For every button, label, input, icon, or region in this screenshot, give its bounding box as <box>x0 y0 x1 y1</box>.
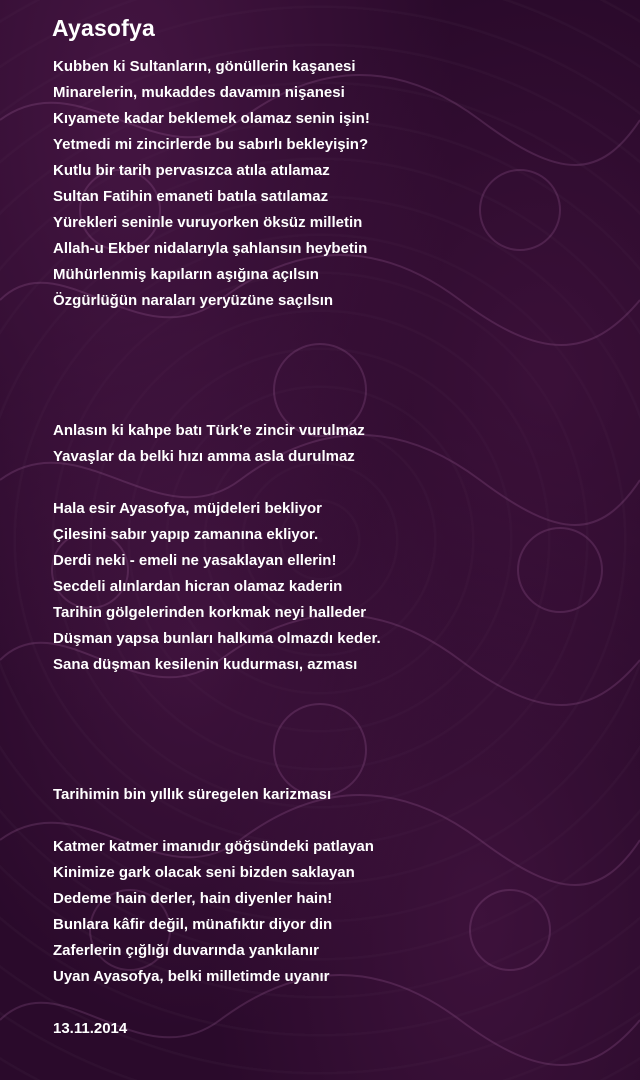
stanza-spacer <box>53 808 613 834</box>
poem-line: Allah-u Ekber nidalarıyla şahlansın heybetin <box>53 240 368 257</box>
poem-line: Yürekleri seninle vuruyorken öksüz milletin <box>53 214 363 231</box>
poem-line: Mühürlenmiş kapıların aşığına açılsın <box>53 266 319 283</box>
poem-line: Kıyamete kadar beklemek olamaz senin işin! <box>53 110 370 127</box>
poem-container <box>53 14 613 1042</box>
stanza-3 <box>53 496 613 678</box>
poem-line: Tarihimin bin yıllık süregelen karizması <box>53 786 332 803</box>
poem-line: Sana düşman kesilenin kudurması, azması <box>53 656 358 673</box>
poem-line: Bunlara kâfir değil, münafıktır diyor din <box>53 916 333 933</box>
stanza-spacer <box>53 470 613 496</box>
stanza-1 <box>53 54 613 314</box>
poem-line: Dedeme hain derler, hain diyenler hain! <box>53 890 333 907</box>
stanza-spacer <box>53 314 613 418</box>
poem-line: Sultan Fatihin emaneti batıla satılamaz <box>53 188 329 205</box>
poem-date: 13.11.2014 <box>53 1020 128 1037</box>
poem-line: Hala esir Ayasofya, müjdeleri bekliyor <box>53 500 323 517</box>
stanza-2 <box>53 418 613 470</box>
poem-line: Düşman yapsa bunları halkıma olmazdı keder. <box>53 630 381 647</box>
poem-line: Özgürlüğün naraları yeryüzüne saçılsın <box>53 292 334 309</box>
poem-line: Kubben ki Sultanların, gönüllerin kaşanesi <box>53 58 356 75</box>
poem-line: Zaferlerin çığlığı duvarında yankılanır <box>53 942 319 959</box>
stanza-5 <box>53 834 613 990</box>
poem-line: Tarihin gölgelerinden korkmak neyi halleder <box>53 604 367 621</box>
stanza-spacer <box>53 990 613 1016</box>
poem-line: Yetmedi mi zincirlerde bu sabırlı bekleyişin? <box>53 136 369 153</box>
stanza-4 <box>53 782 613 808</box>
poem-line: Kutlu bir tarih pervasızca atıla atılamaz <box>53 162 330 179</box>
poem-line: Secdeli alınlardan hicran olamaz kaderin <box>53 578 343 595</box>
poem-line: Derdi neki - emeli ne yasaklayan ellerin! <box>53 552 337 569</box>
stanza-spacer <box>53 678 613 782</box>
poem-line: Minarelerin, mukaddes davamın nişanesi <box>53 84 345 101</box>
poem-line: Kinimize gark olacak seni bizden saklayan <box>53 864 355 881</box>
poem-line: Uyan Ayasofya, belki milletimde uyanır <box>53 968 330 985</box>
poem-line: Çilesini sabır yapıp zamanına ekliyor. <box>53 526 319 543</box>
poem-line: Yavaşlar da belki hızı amma asla durulmaz <box>53 448 355 465</box>
poem-line: Katmer katmer imanıdır göğsündeki patlayan <box>53 838 374 855</box>
poem-title: Ayasofya <box>52 15 156 41</box>
poem-line: Anlasın ki kahpe batı Türk’e zincir vurulmaz <box>53 422 365 439</box>
